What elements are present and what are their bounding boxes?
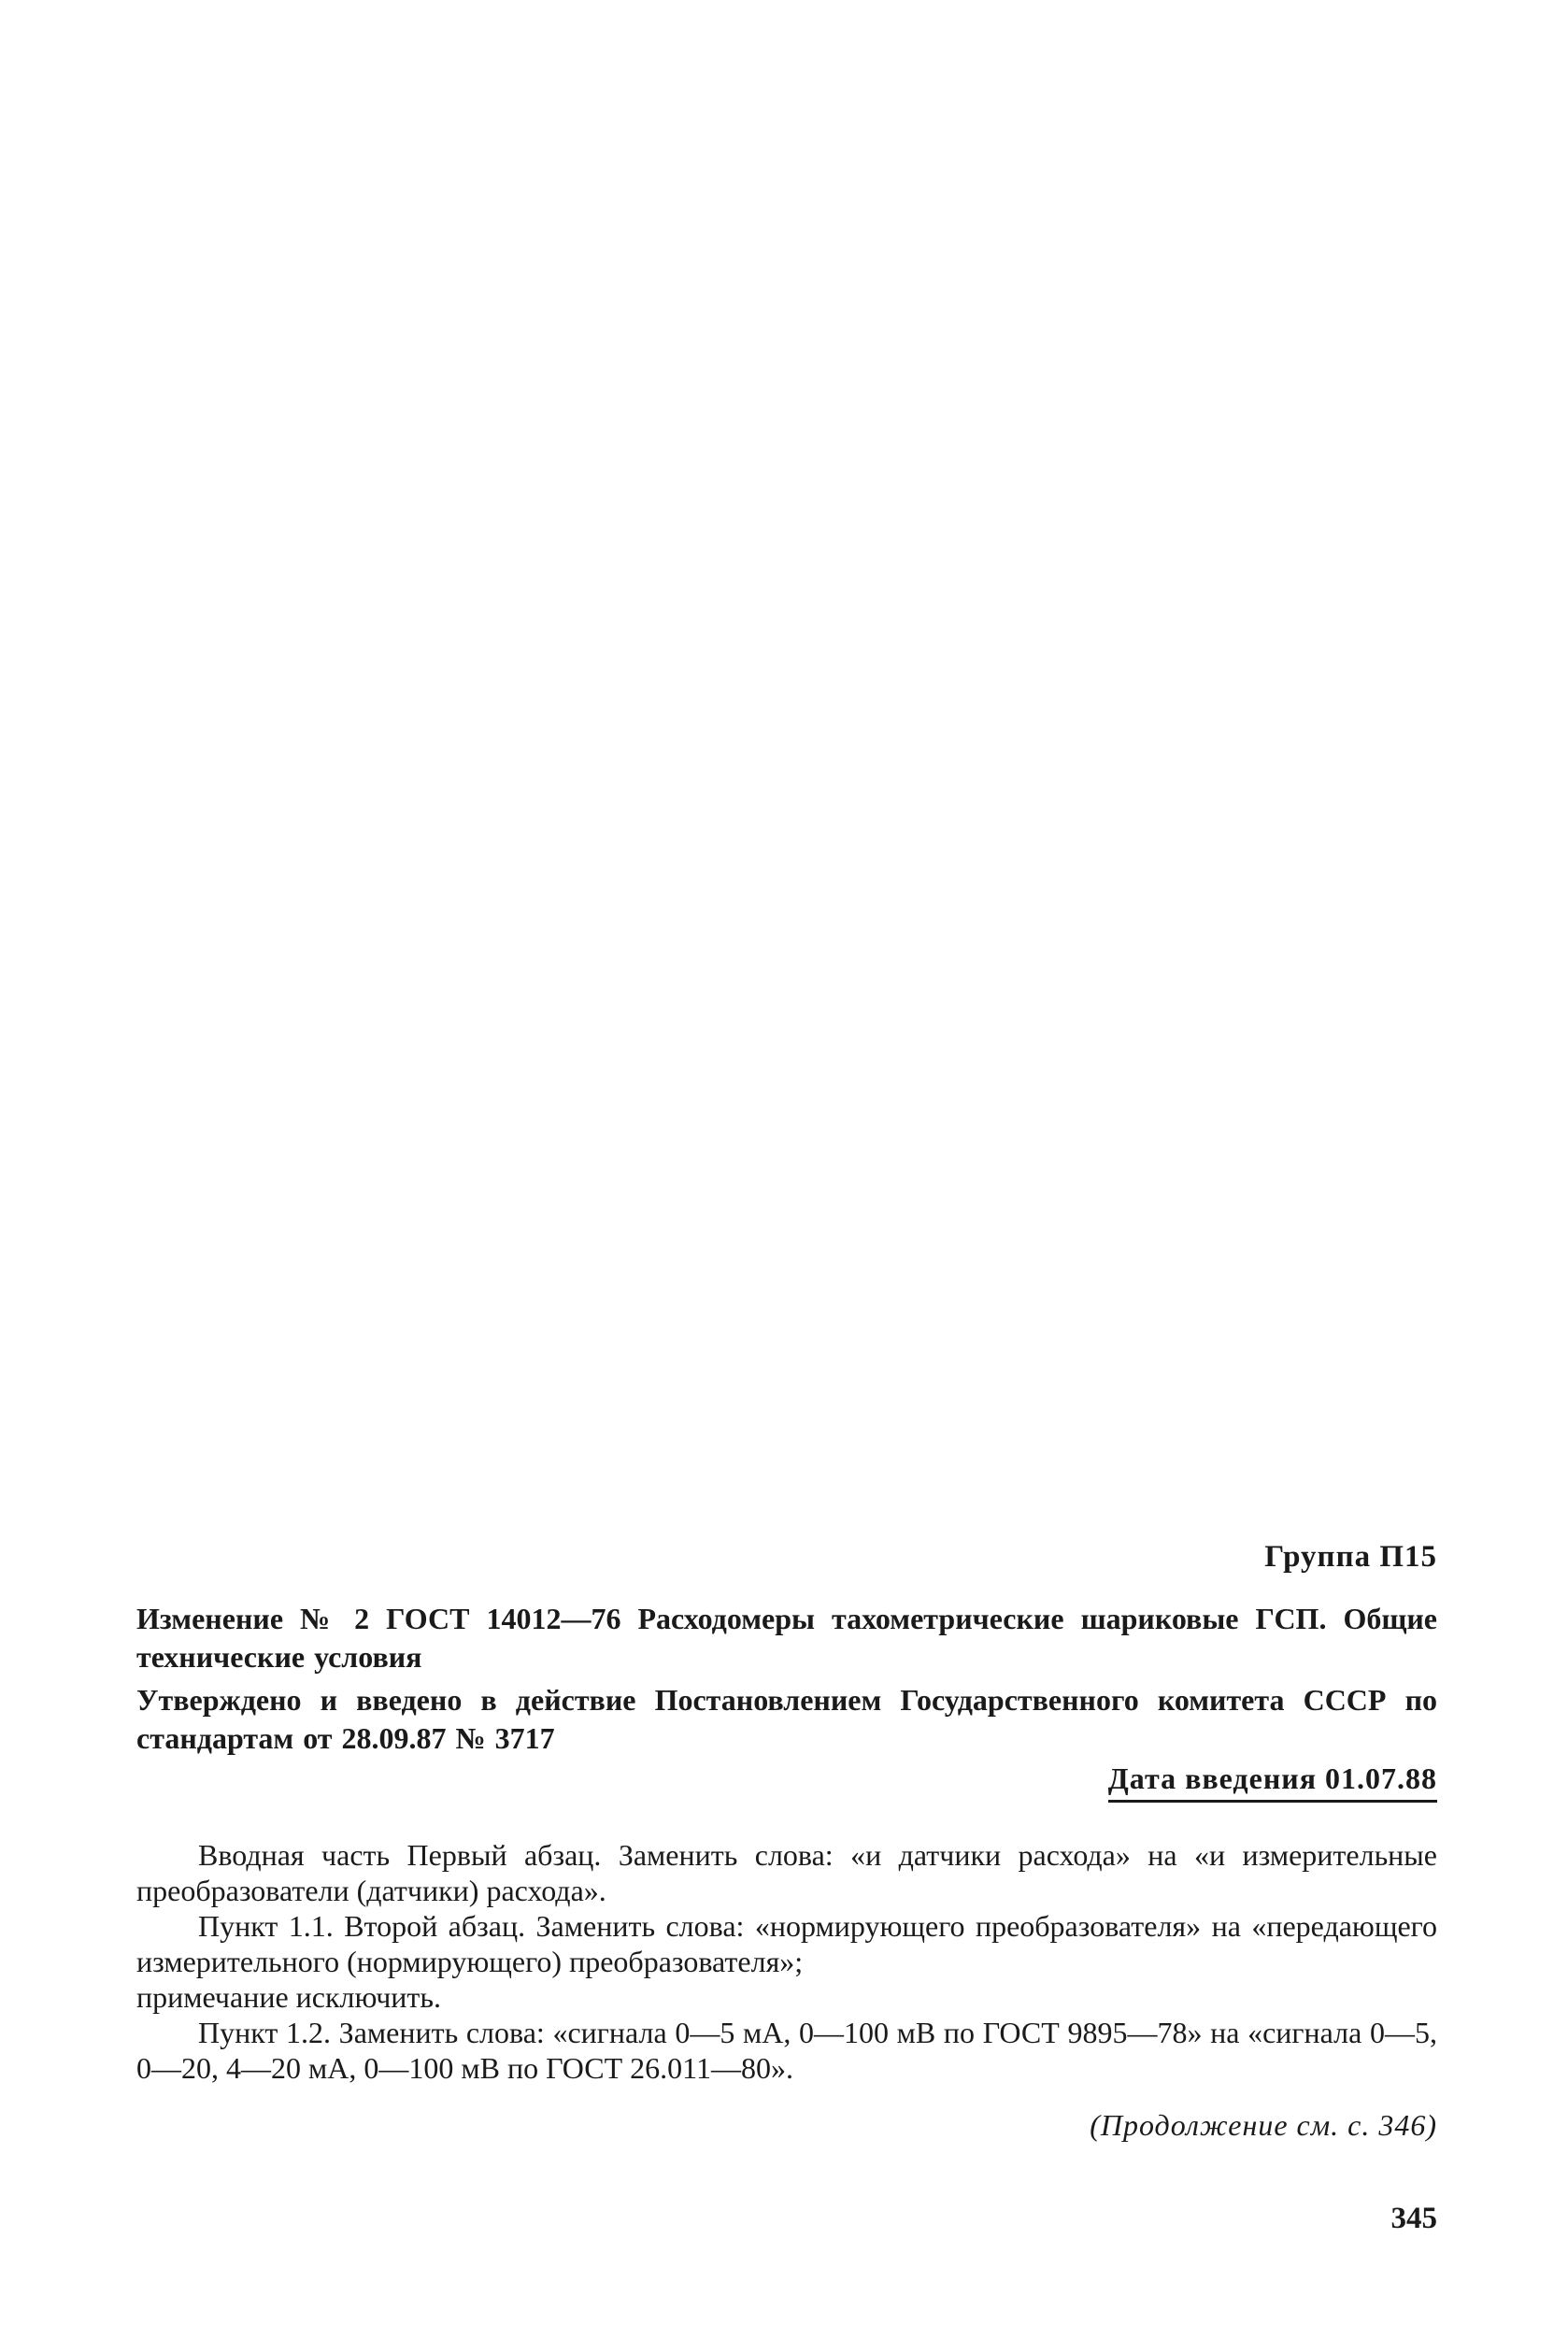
amendment-body (136, 1837, 1437, 2086)
paragraph-point-1-2: Пункт 1.2. Заменить слова: «сигнала 0—5 мА, 0—100 мВ по ГОСТ 9895—78» на «сигнала 0—5, 0—20, 4—20 мА, 0—100 мВ по ГОСТ 26.011—80». (136, 2016, 1437, 2085)
continuation-note: (Продолжение см. с. 346) (1090, 2108, 1437, 2142)
page-number: 345 (1390, 2202, 1437, 2235)
paragraph-point-1-1: Пункт 1.1. Второй абзац. Заменить слова: «нормирующего преобразователя» на «передающего измерительного (нормирующего) преобразователя»; (136, 1909, 1437, 1978)
group-label: Группа П15 (1264, 1540, 1437, 1574)
effective-date: Дата введения 01.07.88 (1108, 1761, 1437, 1803)
approval-statement: Утверждено и введено в действие Постановлением Государственного комитета СССР по стандартам от 28.09.87 № 3717 (136, 1683, 1437, 1755)
paragraph-intro: Вводная часть Первый абзац. Заменить слова: «и датчики расхода» на «и измерительные преобразователи (датчики) расхода». (136, 1838, 1437, 1907)
amendment-heading: Изменение № 2 ГОСТ 14012—76 Расходомеры тахометрические шариковые ГСП. Общие технические условия (136, 1602, 1437, 1674)
paragraph-note-removal: примечание исключить. (136, 1980, 441, 2014)
